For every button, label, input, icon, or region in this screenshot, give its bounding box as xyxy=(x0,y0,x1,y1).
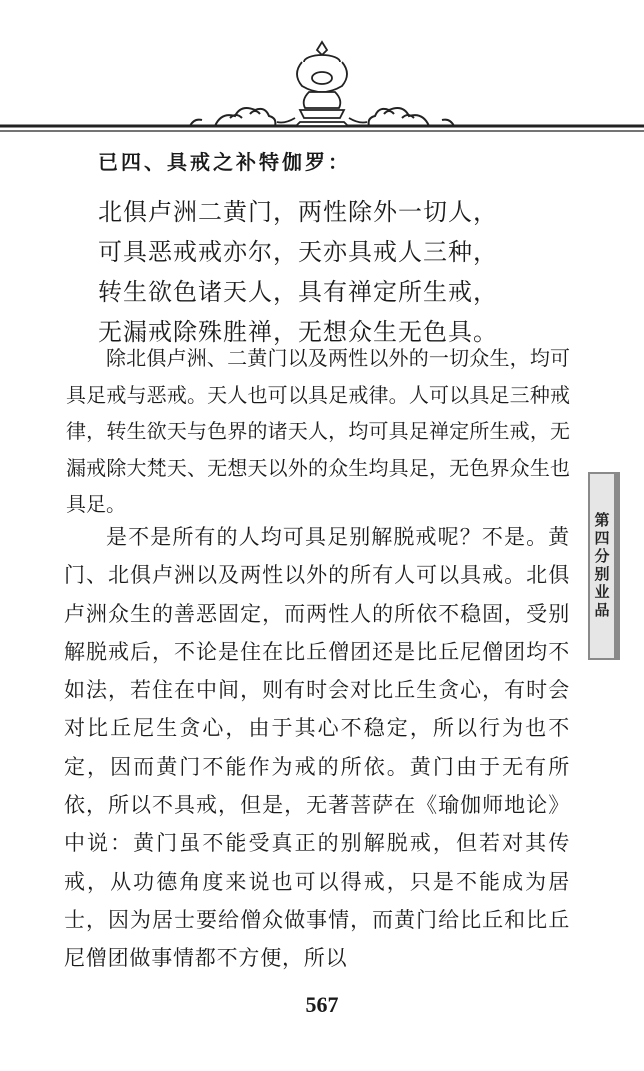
verse-line-2: 可具恶戒戒亦尔，天亦具戒人三种， xyxy=(98,238,498,266)
verse-block xyxy=(98,192,498,352)
vase-cloud-ornament-icon xyxy=(0,40,644,140)
verse-line-4: 无漏戒除殊胜禅，无想众生无色具。 xyxy=(98,318,498,346)
commentary-paragraph-1: 除北俱卢洲、二黄门以及两性以外的一切众生，均可具足戒与恶戒。天人也可以具足戒律。人可以具足三种戒律，转生欲天与色界的诸天人，均可具足禅定所生戒，无漏戒除大梵天、无想天以外的众生均具足，无色界众生也具足。 xyxy=(66,346,570,516)
verse-line-3: 转生欲色诸天人，具有禅定所生戒， xyxy=(98,278,498,306)
verse-line-1: 北俱卢洲二黄门，两性除外一切人， xyxy=(98,198,498,226)
commentary-paragraph-2: 是不是所有的人均可具足别解脱戒呢？不是。黄门、北俱卢洲以及两性以外的所有人可以具戒。北俱卢洲众生的善恶固定，而两性人的所依不稳固，受别解脱戒后，不论是住在比丘僧团还是比丘尼僧团均不如法，若住在中间，则有时会对比丘生贪心，有时会对比丘尼生贪心，由于其心不稳定，所以行为也不定，因而黄门不能作为戒的所依。黄门由于无有所依，所以不具戒，但是，无著菩萨在《瑜伽师地论》中说：黄门虽不能受真正的别解脱戒，但若对其传戒，从功德角度来说也可以得戒，只是不能成为居士，因为居士要给僧众做事情，而黄门给比丘和比丘尼僧团做事情都不方便，所以 xyxy=(64,525,570,971)
page-number: 567 xyxy=(305,992,339,1017)
section-heading: 已四、具戒之补特伽罗： xyxy=(98,150,351,174)
chapter-side-tab xyxy=(588,472,620,660)
chapter-side-tab-label: 第四分别业品 xyxy=(592,512,611,620)
